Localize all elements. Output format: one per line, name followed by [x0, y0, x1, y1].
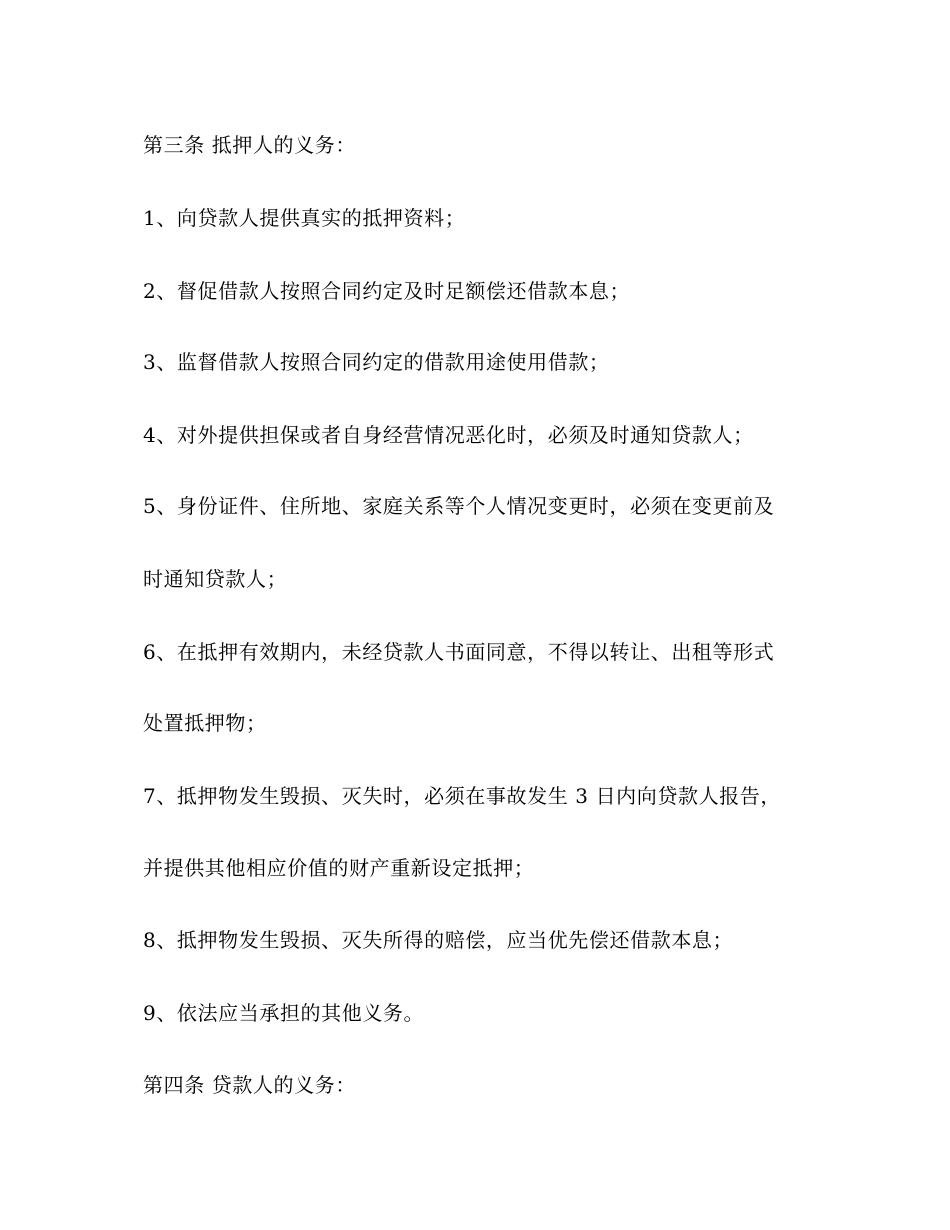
clause-9: 9、依法应当承担的其他义务。	[143, 1001, 425, 1025]
clause-7-continued: 并提供其他相应价值的财产重新设定抵押；	[143, 856, 535, 880]
clause-8: 8、抵押物发生毁损、灭失所得的赔偿，应当优先偿还借款本息；	[143, 928, 734, 952]
clause-6: 6、在抵押有效期内，未经贷款人书面同意，不得以转让、出租等形式	[143, 640, 775, 664]
clause-3: 3、监督借款人按照合同约定的借款用途使用借款；	[143, 350, 610, 374]
clause-4: 4、对外提供担保或者自身经营情况恶化时，必须及时通知贷款人；	[143, 423, 754, 447]
clause-2: 2、督促借款人按照合同约定及时足额偿还借款本息；	[143, 279, 631, 303]
clause-5: 5、身份证件、住所地、家庭关系等个人情况变更时，必须在变更前及	[143, 494, 775, 518]
clause-5-continued: 时通知贷款人；	[143, 567, 288, 591]
clause-7: 7、抵押物发生毁损、灭失时，必须在事故发生 3 日内向贷款人报告，	[143, 784, 781, 808]
article-4-heading: 第四条 贷款人的义务：	[143, 1073, 356, 1097]
clause-6-continued: 处置抵押物；	[143, 711, 267, 735]
article-3-heading: 第三条 抵押人的义务：	[143, 133, 356, 157]
clause-1: 1、向贷款人提供真实的抵押资料；	[143, 206, 466, 230]
